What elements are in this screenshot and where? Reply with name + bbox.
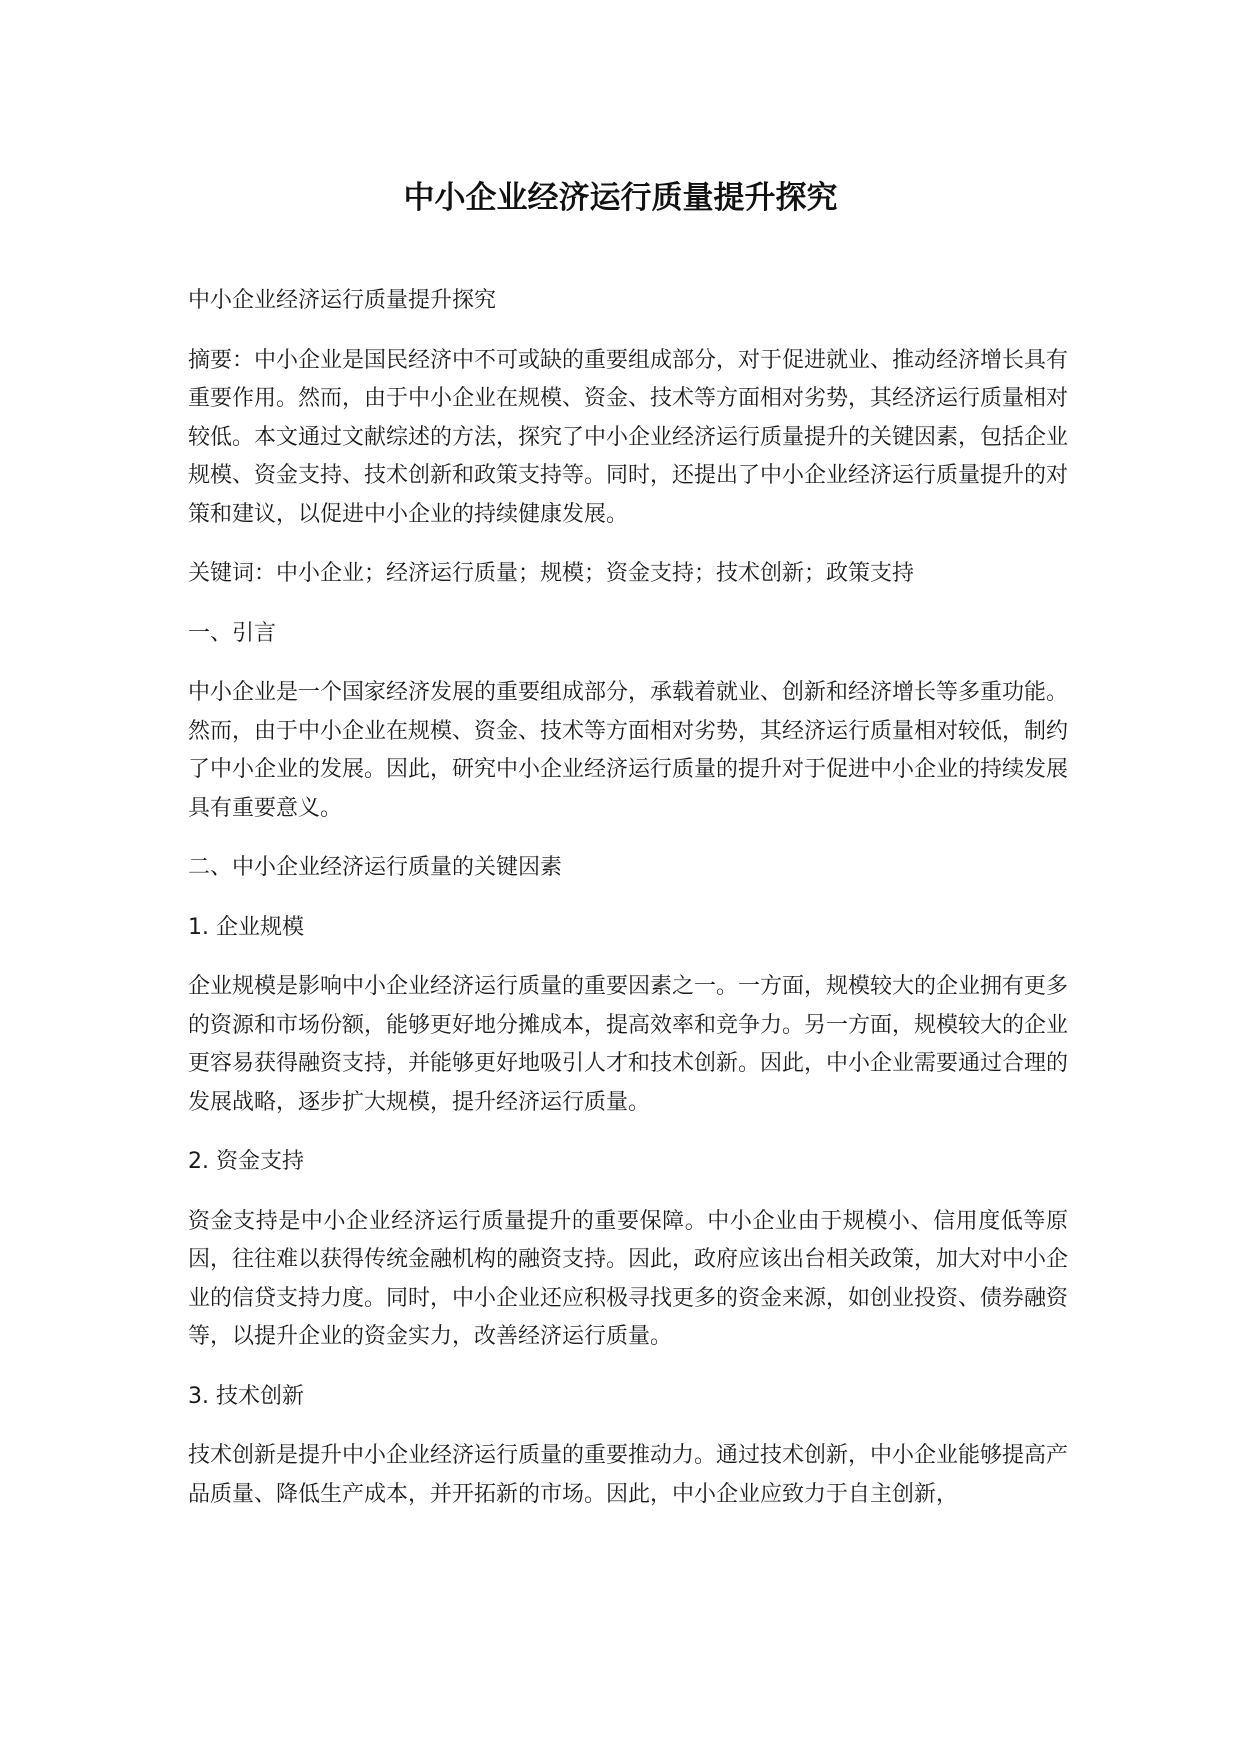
paragraph-subtitle: 中小企业经济运行质量提升探究	[188, 288, 497, 313]
paragraph-enterprise-scale: 企业规模是影响中小企业经济运行质量的重要因素之一。一方面，规模较大的企业拥有更多的资源和市场份额，能够更好地分摊成本，提高效率和竞争力。另一方面，规模较大的企业更容易获得融资支持，并能够更好地吸引人才和技术创新。因此，中小企业需要通过合理的发展战略，逐步扩大规模，提升经济运行质量。	[188, 974, 1069, 1115]
section-heading-key-factors: 二、中小企业经济运行质量的关键因素	[188, 855, 563, 880]
paragraph-tech-innovation: 技术创新是提升中小企业经济运行质量的重要推动力。通过技术创新，中小企业能够提高产品质量、降低生产成本，并开拓新的市场。因此，中小企业应致力于自主创新，	[188, 1443, 1069, 1507]
document-body	[188, 282, 1068, 1514]
paragraph-keywords: 关键词：中小企业；经济运行质量；规模；资金支持；技术创新；政策支持	[188, 561, 915, 586]
section-heading-introduction: 一、引言	[188, 620, 277, 646]
paragraph-funding-support: 资金支持是中小企业经济运行质量提升的重要保障。中小企业由于规模小、信用度低等原因，往往难以获得传统金融机构的融资支持。因此，政府应该出台相关政策，加大对中小企业的信贷支持力度。同时，中小企业还应积极寻找更多的资金来源，如创业投资、债券融资等，以提升企业的资金实力，改善经济运行质量。	[188, 1208, 1069, 1349]
subheading-tech-innovation: 3. 技术创新	[188, 1383, 304, 1409]
paragraph-abstract: 摘要：中小企业是国民经济中不可或缺的重要组成部分，对于促进就业、推动经济增长具有重要作用。然而，由于中小企业在规模、资金、技术等方面相对劣势，其经济运行质量相对较低。本文通过文献综述的方法，探究了中小企业经济运行质量提升的关键因素，包括企业规模、资金支持、技术创新和政策支持等。同时，还提出了中小企业经济运行质量提升的对策和建议，以促进中小企业的持续健康发展。	[188, 347, 1069, 527]
paragraph-introduction: 中小企业是一个国家经济发展的重要组成部分，承载着就业、创新和经济增长等多重功能。然而，由于中小企业在规模、资金、技术等方面相对劣势，其经济运行质量相对较低，制约了中小企业的发展。因此，研究中小企业经济运行质量的提升对于促进中小企业的持续发展具有重要意义。	[188, 680, 1069, 821]
subheading-enterprise-scale: 1. 企业规模	[188, 914, 304, 940]
subheading-funding-support: 2. 资金支持	[188, 1149, 304, 1174]
document-title: 中小企业经济运行质量提升探究	[403, 180, 838, 216]
